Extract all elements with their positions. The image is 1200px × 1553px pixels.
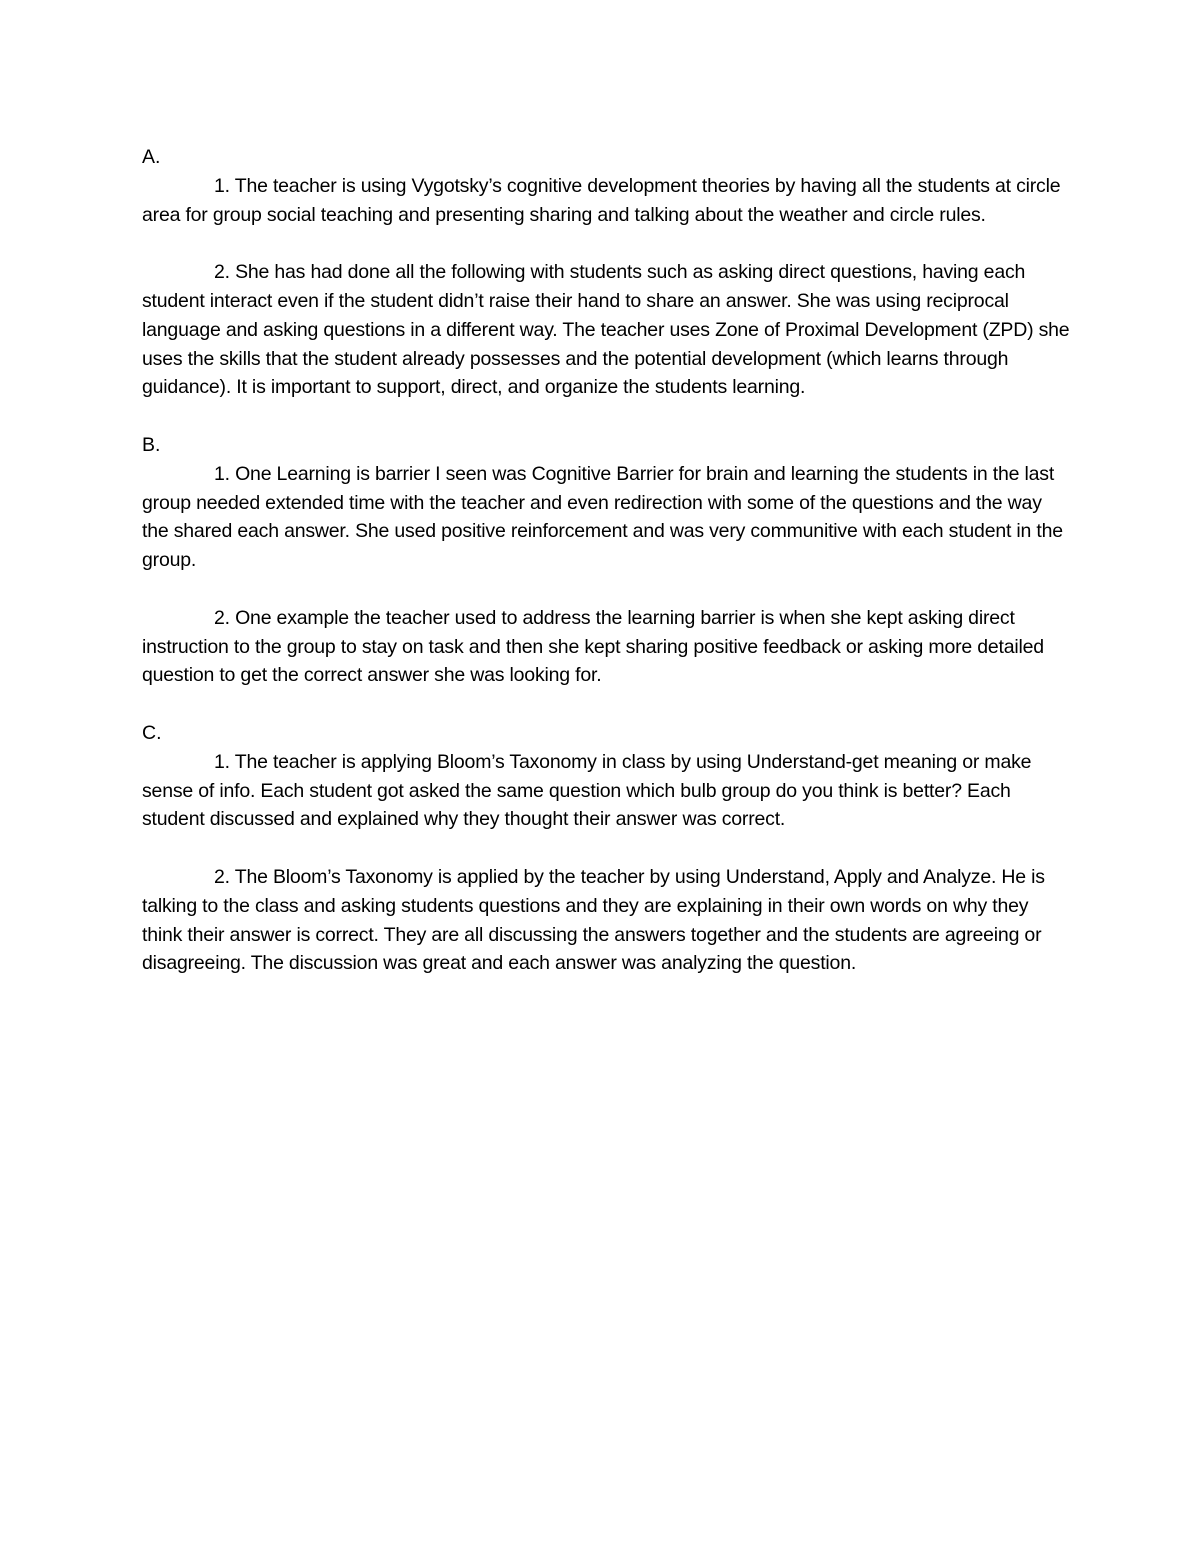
section-c-label: C. — [142, 721, 162, 744]
section-a-item-1: 1. The teacher is using Vygotsky’s cognitive development theories by having all the students at circle area for group social teaching and presenting sharing and talking about the weather and circle rules. — [142, 174, 1061, 226]
paragraph-gap — [142, 575, 1072, 604]
paragraph-gap — [142, 402, 1072, 431]
paragraph-gap — [142, 834, 1072, 863]
section-b-item-1: 1. One Learning is barrier I seen was Cognitive Barrier for brain and learning the students in the last group needed extended time with the teacher and even redirection with some of the questions and the way the shared each answer. She used positive reinforcement and was very communitive with each student in the group. — [142, 462, 1063, 572]
section-c-item-2: 2. The Bloom’s Taxonomy is applied by the teacher by using Understand, Apply and Analyze. He is talking to the class and asking students questions and they are explaining in their own words on why they think their answer is correct. They are all discussing the answers together and the students are agreeing or disagreeing. The discussion was great and each answer was analyzing the question. — [142, 865, 1045, 975]
section-b-label: B. — [142, 433, 161, 456]
section-a-label: A. — [142, 146, 161, 168]
paragraph-gap — [142, 690, 1072, 719]
document-body — [142, 143, 1072, 978]
section-a-item-2: 2. She has had done all the following with students such as asking direct questions, having each student interact even if the student didn’t raise their hand to share an answer. She was using reciprocal language and asking questions in a different way. The teacher uses Zone of Proximal Development (ZPD) she uses the skills that the student already possesses and the potential development (which learns through guidance). It is important to support, direct, and organize the students learning. — [142, 261, 1070, 399]
section-c-item-1: 1. The teacher is applying Bloom’s Taxonomy in class by using Understand-get meaning or make sense of info. Each student got asked the same question which bulb group do you think is better? Each student discussed and explained why they thought their answer was correct. — [142, 750, 1032, 831]
paragraph-gap — [142, 229, 1072, 258]
section-b-item-2: 2. One example the teacher used to address the learning barrier is when she kept asking direct instruction to the group to stay on task and then she kept sharing positive feedback or asking more detailed question to get the correct answer she was looking for. — [142, 606, 1044, 687]
